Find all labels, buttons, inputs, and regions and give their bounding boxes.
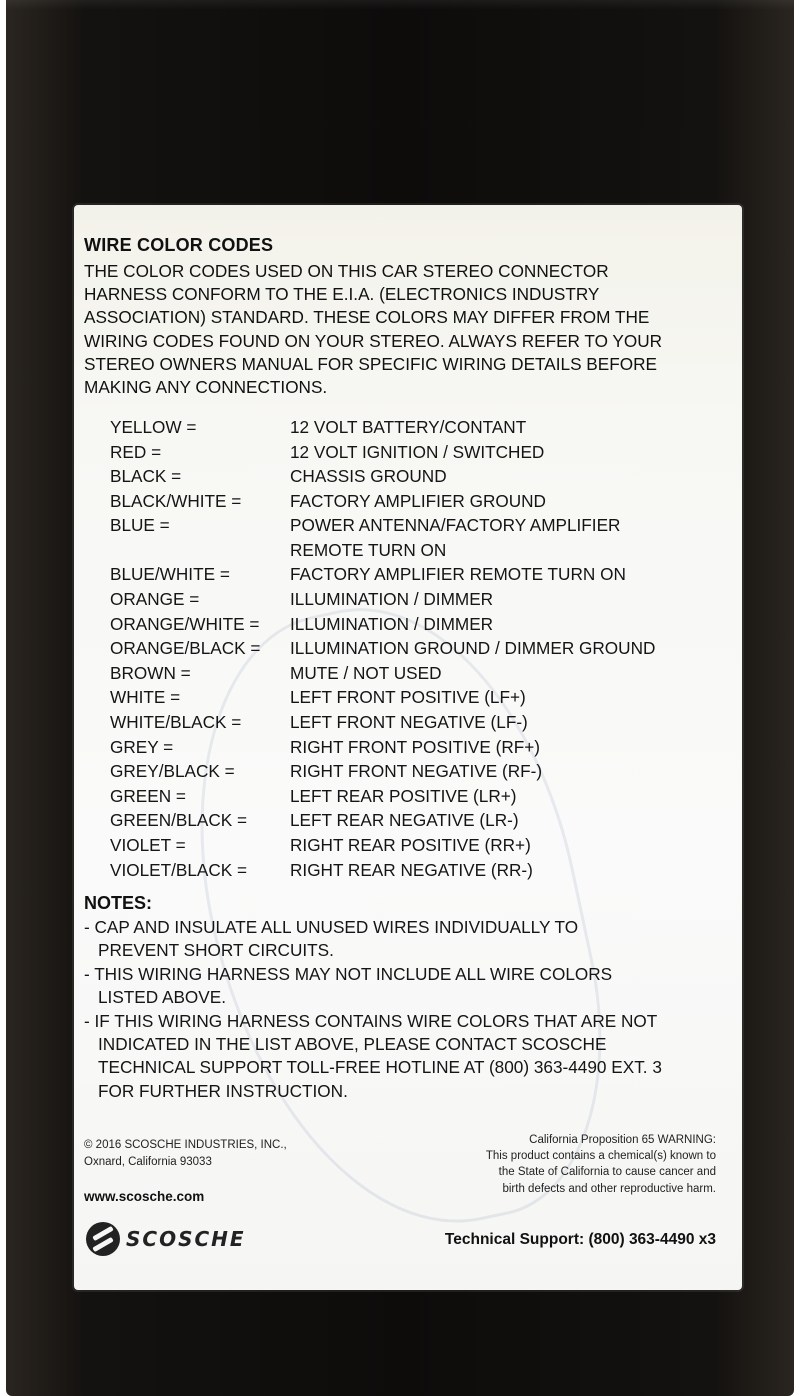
wire-function-line: ILLUMINATION / DIMMER	[290, 613, 494, 634]
wire-function	[290, 513, 730, 562]
code-row-grey-black	[110, 759, 730, 784]
note-line: PREVENT SHORT CIRCUITS.	[98, 940, 334, 961]
wire-function-line: LEFT REAR NEGATIVE (LR-)	[290, 810, 519, 831]
wire-function-line: ILLUMINATION GROUND / DIMMER GROUND	[290, 638, 656, 659]
prop65-line: This product contains a chemical(s) known to	[485, 1150, 716, 1163]
wire-color: BROWN =	[110, 662, 191, 683]
wire-function	[290, 636, 730, 661]
wire-color: BLUE/WHITE =	[110, 564, 230, 585]
wire-color: GREY/BLACK =	[110, 761, 235, 782]
wire-color: ORANGE/BLACK =	[110, 638, 261, 659]
code-row-orange-black	[110, 636, 730, 661]
code-row-violet-black	[110, 858, 730, 883]
wire-function	[290, 661, 730, 686]
wire-function-line: RIGHT REAR POSITIVE (RR+)	[290, 834, 531, 855]
copyright	[84, 1137, 287, 1171]
intro-line: ASSOCIATION) STANDARD. THESE COLORS MAY DIFFER FROM THE	[84, 307, 650, 328]
copyright-line: © 2016 SCOSCHE INDUSTRIES, INC.,	[84, 1139, 287, 1151]
code-row-violet	[110, 833, 730, 858]
wire-function-line: POWER ANTENNA/FACTORY AMPLIFIER	[290, 515, 621, 536]
wire-color: VIOLET/BLACK =	[110, 859, 248, 880]
wire-color: WHITE/BLACK =	[110, 711, 242, 732]
code-row-white-black	[110, 710, 730, 735]
color-code-list	[110, 415, 730, 882]
bag-top-seam	[6, 0, 794, 10]
wire-color: BLACK =	[110, 466, 182, 487]
prop65-line: California Proposition 65 WARNING:	[529, 1134, 716, 1146]
brand-name: SCOSCHE	[126, 1227, 246, 1251]
wire-function	[290, 415, 730, 440]
intro-line: HARNESS CONFORM TO THE E.I.A. (ELECTRONICS INDUSTRY	[84, 284, 600, 305]
intro-line: MAKING ANY CONNECTIONS.	[84, 377, 328, 398]
note-item	[84, 916, 734, 963]
intro-line: THE COLOR CODES USED ON THIS CAR STEREO CONNECTOR	[84, 261, 609, 281]
wire-function-line: FACTORY AMPLIFIER GROUND	[290, 490, 546, 511]
code-row-orange-white	[110, 612, 730, 637]
wire-color-codes-heading: WIRE COLOR CODES	[84, 235, 274, 255]
wire-function-line: ILLUMINATION / DIMMER	[290, 588, 494, 609]
code-row-green	[110, 784, 730, 809]
wire-function-line: FACTORY AMPLIFIER REMOTE TURN ON	[290, 564, 626, 585]
wire-color: GREY =	[110, 736, 174, 757]
technical-support: Technical Support: (800) 363-4490 x3	[444, 1231, 716, 1248]
code-row-blue	[110, 513, 730, 562]
wire-color: ORANGE =	[110, 588, 200, 609]
wire-function	[290, 464, 730, 489]
wire-color: GREEN/BLACK =	[110, 810, 248, 831]
wire-function	[290, 808, 730, 833]
notes-heading: NOTES:	[84, 893, 153, 913]
wire-function-line: LEFT FRONT NEGATIVE (LF-)	[290, 711, 528, 732]
wire-function	[290, 440, 730, 465]
prop65-warning	[456, 1132, 716, 1197]
code-row-black	[110, 464, 730, 489]
code-row-grey	[110, 735, 730, 760]
wire-color: YELLOW =	[110, 417, 197, 437]
note-line: TECHNICAL SUPPORT TOLL-FREE HOTLINE AT (800) 363-4490 EXT. 3	[98, 1057, 662, 1078]
code-row-blue-white	[110, 562, 730, 587]
wire-color: RED =	[110, 441, 162, 462]
wire-function	[290, 612, 730, 637]
note-item	[84, 1010, 734, 1104]
wire-function	[290, 784, 730, 809]
wire-color: BLACK/WHITE =	[110, 490, 242, 511]
wire-function-line: LEFT FRONT POSITIVE (LF+)	[290, 687, 526, 708]
wire-function	[290, 858, 730, 883]
code-row-green-black	[110, 808, 730, 833]
wire-function	[290, 587, 730, 612]
wire-function-line: LEFT REAR POSITIVE (LR+)	[290, 785, 517, 806]
code-row-white	[110, 685, 730, 710]
wire-color: VIOLET =	[110, 834, 186, 855]
website-url: www.scosche.com	[84, 1189, 205, 1204]
note-line: FOR FURTHER INSTRUCTION.	[98, 1080, 348, 1101]
note-line: - CAP AND INSULATE ALL UNUSED WIRES INDIVIDUALLY TO	[84, 917, 579, 937]
wire-function	[290, 833, 730, 858]
prop65-line: birth defects and other reproductive harm.	[502, 1182, 716, 1195]
note-line: - THIS WIRING HARNESS MAY NOT INCLUDE ALL WIRE COLORS	[84, 963, 613, 984]
wire-color: ORANGE/WHITE =	[110, 613, 260, 634]
wire-function	[290, 759, 730, 784]
code-row-orange	[110, 587, 730, 612]
code-row-red	[110, 440, 730, 465]
instruction-label	[74, 205, 742, 1290]
wire-function	[290, 735, 730, 760]
wire-color: WHITE =	[110, 687, 181, 708]
copyright-line: Oxnard, California 93033	[84, 1156, 212, 1168]
wire-function-line: MUTE / NOT USED	[290, 662, 442, 683]
code-row-brown	[110, 661, 730, 686]
wire-function-line: REMOTE TURN ON	[290, 539, 447, 560]
wire-function	[290, 489, 730, 514]
wire-color: GREEN =	[110, 785, 186, 806]
wire-function	[290, 685, 730, 710]
wire-function-line: 12 VOLT IGNITION / SWITCHED	[290, 441, 545, 462]
wire-function-line: CHASSIS GROUND	[290, 466, 447, 487]
wire-function	[290, 562, 730, 587]
wire-function	[290, 710, 730, 735]
wire-function-line: RIGHT FRONT NEGATIVE (RF-)	[290, 761, 543, 782]
scosche-logo-icon	[86, 1222, 120, 1256]
wire-function-line: RIGHT REAR NEGATIVE (RR-)	[290, 859, 533, 880]
code-row-black-white	[110, 489, 730, 514]
prop65-line: the State of California to cause cancer and	[498, 1166, 716, 1179]
notes-list	[84, 916, 734, 1103]
wire-function-line: RIGHT FRONT POSITIVE (RF+)	[290, 736, 541, 757]
intro-line: WIRING CODES FOUND ON YOUR STEREO. ALWAYS REFER TO YOUR	[84, 330, 663, 351]
intro-line: STEREO OWNERS MANUAL FOR SPECIFIC WIRING DETAILS BEFORE	[84, 353, 657, 374]
note-line: INDICATED IN THE LIST ABOVE, PLEASE CONTACT SCOSCHE	[98, 1034, 607, 1055]
note-line: - IF THIS WIRING HARNESS CONTAINS WIRE COLORS THAT ARE NOT	[84, 1010, 658, 1031]
intro-paragraph	[84, 260, 734, 399]
note-line: LISTED ABOVE.	[98, 987, 226, 1008]
wire-color: BLUE =	[110, 515, 170, 536]
wire-function-line: 12 VOLT BATTERY/CONTANT	[290, 417, 527, 437]
note-item	[84, 963, 734, 1010]
scosche-logo	[86, 1221, 246, 1257]
code-row-yellow	[110, 415, 730, 440]
